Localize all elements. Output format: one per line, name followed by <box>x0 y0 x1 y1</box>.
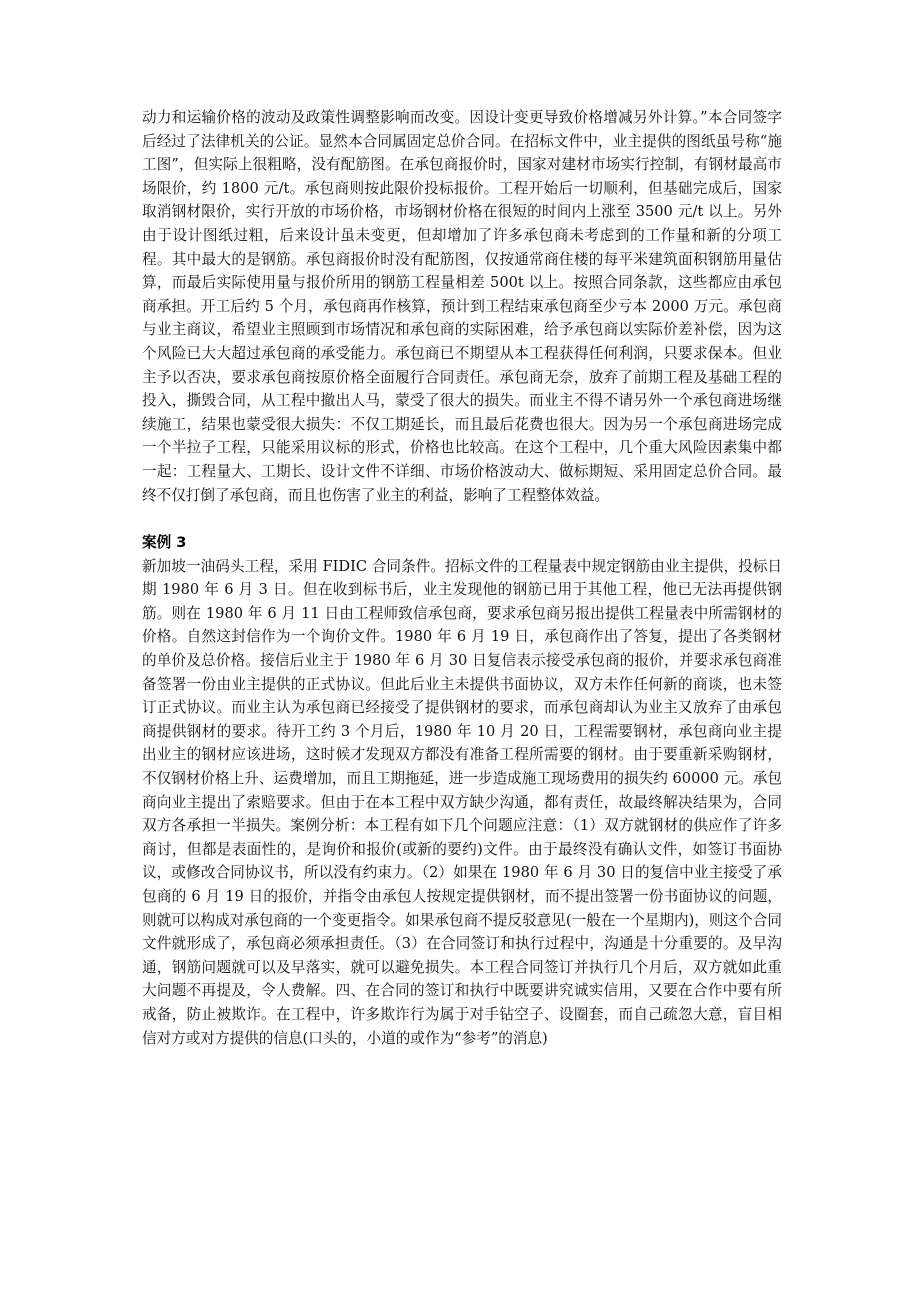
body-paragraph-1: 动力和运输价格的波动及政策性调整影响而改变。因设计变更导致价格增减另外计算。”本合同签字后经过了法律机关的公证。显然本合同属固定总价合同。在招标文件中，业主提供的图纸虽号称“施工图”，但实际上很粗略，没有配筋图。在承包商报价时，国家对建材市场实行控制，有钢材最高市场限价，约 1800 元/t。承包商则按此限价投标报价。工程开始后一切顺利，但基础完成后，国家取消钢材限价，实行开放的市场价格，市场钢材价格在很短的时间内上涨至 3500 元/t 以上。另外由于设计图纸过粗，后来设计虽未变更，但却增加了许多承包商未考虑到的工作量和新的分项工程。其中最大的是钢筋。承包商报价时没有配筋图，仅按通常商住楼的每平米建筑面积钢筋用量估算，而最后实际使用量与报价所用的钢筋工程量相差 500t 以上。按照合同条款，这些都应由承包商承担。开工后约 5 个月，承包商再作核算，预计到工程结束承包商至少亏本 2000 万元。承包商与业主商议，希望业主照顾到市场情况和承包商的实际困难，给予承包商以实际价差补偿，因为这个风险已大大超过承包商的承受能力。承包商已不期望从本工程获得任何利润，只要求保本。但业主予以否决，要求承包商按原价格全面履行合同责任。承包商无奈，放弃了前期工程及基础工程的投入，撕毁合同，从工程中撤出人马，蒙受了很大的损失。而业主不得不请另外一个承包商进场继续施工，结果也蒙受很大损失：不仅工期延长，而且最后花费也很大。因为另一个承包商进场完成一个半拉子工程，只能采用议标的形式，价格也比较高。在这个工程中，几个重大风险因素集中都一起：工程量大、工期长、设计文件不详细、市场价格波动大、做标期短、采用固定总价合同。最终不仅打倒了承包商，而且也伤害了业主的利益，影响了工程整体效益。 <box>142 109 782 504</box>
body-paragraph-2: 新加坡一油码头工程，采用 FIDIC 合同条件。招标文件的工程量表中规定钢筋由业主提供，投标日期 1980 年 6 月 3 日。但在收到标书后，业主发现他的钢筋已用于其他工程，他已无法再提供钢筋。则在 1980 年 6 月 11 日由工程师致信承包商，要求承包商另报出提供工程量表中所需钢材的价格。自然这封信作为一个询价文件。1980 年 6 月 19 日，承包商作出了答复，提出了各类钢材的单价及总价格。接信后业主于 1980 年 6 月 30 日复信表示接受承包商的报价，并要求承包商准备签署一份由业主提供的正式协议。但此后业主未提供书面协议，双方未作任何新的商谈，也未签订正式协议。而业主认为承包商已经接受了提供钢材的要求，而承包商却认为业主又放弃了由承包商提供钢材的要求。待开工约 3 个月后，1980 年 10 月 20 日，工程需要钢材，承包商向业主提出业主的钢材应该进场，这时候才发现双方都没有准备工程所需要的钢材。由于要重新采购钢材，不仅钢材价格上升、运费增加，而且工期拖延，进一步造成施工现场费用的损失约 60000 元。承包商向业主提出了索赔要求。但由于在本工程中双方缺少沟通，都有责任，故最终解决结果为，合同双方各承担一半损失。案例分析：本工程有如下几个问题应注意：（1）双方就钢材的供应作了许多商讨，但都是表面性的，是询价和报价(或新的要约)文件。由于最终没有确认文件，如签订书面协议，或修改合同协议书，所以没有约束力。（2）如果在 1980 年 6 月 30 日的复信中业主接受了承包商的 6 月 19 日的报价，并指令由承包人按规定提供钢材，而不提出签署一份书面协议的问题，则就可以构成对承包商的一个变更指令。如果承包商不提反驳意见(一般在一个星期内)，则这个合同文件就形成了，承包商必须承担责任。（3）在合同签订和执行过程中，沟通是十分重要的。及早沟通，钢筋问题就可以及早落实，就可以避免损失。本工程合同签订并执行几个月后，双方就如此重大问题不再提及，令人费解。四、在合同的签订和执行中既要讲究诚实信用，又要在合作中要有所戒备，防止被欺诈。在工程中，许多欺诈行为属于对手钻空子、设圈套，而自己疏忽大意，盲目相信对方或对方提供的信息(口头的，小道的或作为“参考”的消息) <box>142 557 783 1047</box>
section-spacer <box>142 507 782 531</box>
case-heading: 案例 3 <box>142 534 187 552</box>
document-body <box>142 106 782 1050</box>
